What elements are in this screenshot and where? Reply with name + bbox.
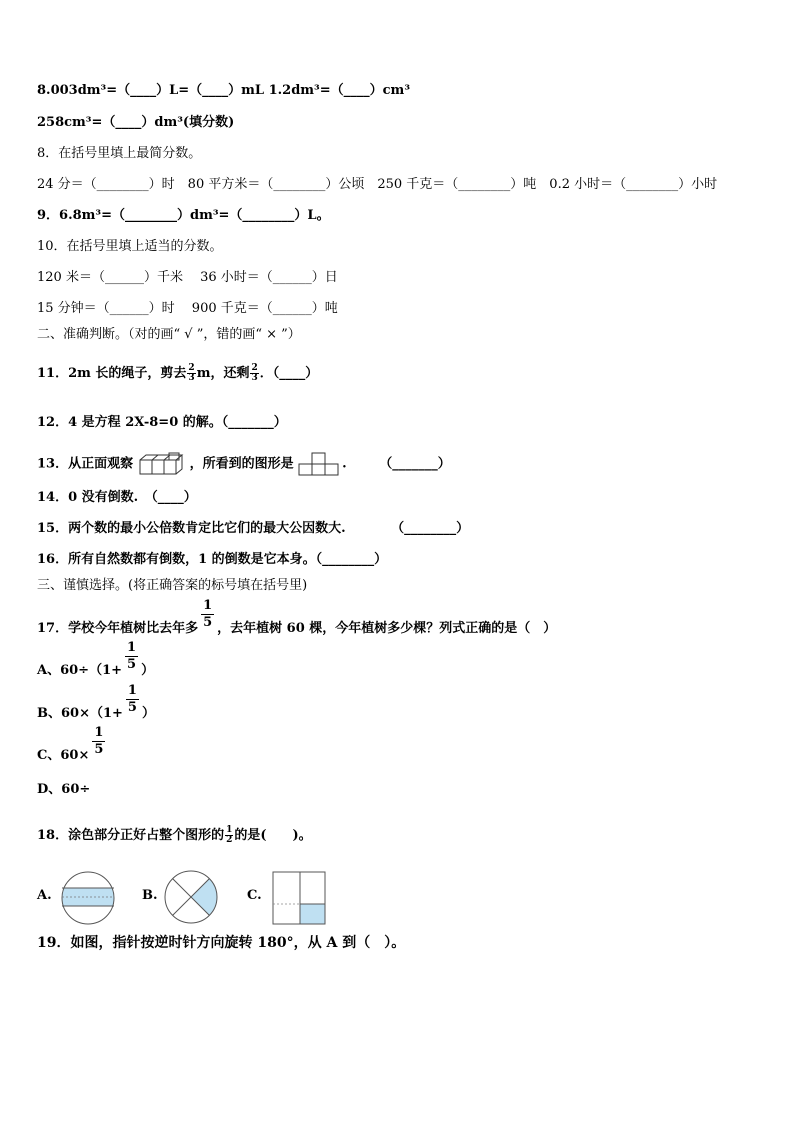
frac-den: 3 — [188, 373, 195, 383]
q11 — [37, 364, 318, 383]
q10-items-b: 15 分钟＝（______）时 900 千克＝（______）吨 — [37, 301, 338, 316]
q7-line2: 258cm³=（____）dm³(填分数) — [37, 115, 235, 130]
q13-text-post: . （_______） — [342, 456, 451, 472]
q11-text-mid: m，还剩 — [196, 366, 250, 381]
q8-items: 24 分＝（________）时 80 平方米＝（________）公顷 250 千克＝（________）吨 0.2 小时＝（________）小时 — [37, 177, 718, 192]
q18-options — [37, 868, 357, 928]
option-a-fraction — [125, 640, 138, 673]
q10-title: 10．在括号里填上适当的分数。 — [37, 239, 223, 254]
q14: 14．0 没有倒数. （____） — [37, 490, 197, 505]
q17-text-post: ，去年植树 60 棵，今年植树多少棵？列式正确的是（ ） — [217, 621, 557, 636]
q17-option-c — [37, 725, 108, 772]
q18-fraction — [225, 826, 233, 845]
frac-den: 5 — [127, 657, 137, 672]
option-c-fraction — [92, 725, 105, 758]
q9: 9．6.8m³=（________）dm³=（________）L。 — [37, 208, 330, 223]
q11-fraction-1 — [187, 364, 195, 383]
frac-den: 3 — [251, 373, 258, 383]
q19: 19．如图，指针按逆时针方向旋转 180°，从 A 到（ ）。 — [37, 935, 406, 951]
q11-fraction-2 — [250, 364, 258, 383]
q17 — [37, 598, 557, 645]
cube-stack-figure — [138, 452, 190, 476]
q8-title: 8．在括号里填上最简分数。 — [37, 146, 202, 161]
q17-fraction — [201, 598, 214, 631]
frac-den: 5 — [94, 742, 104, 757]
frac-den: 5 — [127, 700, 137, 715]
option-a-text: A、60÷（1+ — [37, 663, 123, 678]
frac-num: 1 — [226, 825, 233, 835]
q7-line1: 8.003dm³=（____）L=（____）mL 1.2dm³=（____）cm³ — [37, 83, 411, 98]
q13-text-pre: 13．从正面观察 — [37, 456, 134, 472]
front-view-figure — [298, 451, 342, 477]
q13-text-mid: ，所看到的图形是 — [189, 456, 294, 472]
circle-quarter-figure[interactable] — [162, 868, 220, 926]
q18-text-post: 的是( )。 — [234, 828, 312, 843]
option-b-fraction — [126, 683, 139, 716]
section-2-title: 二、准确判断。（对的画“ √ ”，错的画“ × ”） — [37, 327, 301, 342]
option-b-close: ） — [141, 706, 155, 721]
frac-num: 2 — [188, 363, 195, 373]
q17-text-pre: 17．学校今年植树比去年多 — [37, 621, 199, 636]
q10-items-a: 120 米＝（______）千米 36 小时＝（______）日 — [37, 270, 338, 285]
frac-num: 1 — [203, 598, 213, 613]
q18 — [37, 826, 312, 845]
q17-option-d: D、60÷ — [37, 782, 91, 797]
frac-num: 1 — [127, 640, 137, 655]
frac-den: 2 — [226, 835, 233, 845]
option-a-close: ） — [141, 663, 155, 678]
q13 — [37, 451, 451, 477]
q18-text-pre: 18．涂色部分正好占整个图形的 — [37, 828, 225, 843]
q18-option-b-label: B. — [142, 888, 158, 903]
frac-num: 1 — [94, 725, 104, 740]
q12: 12．4 是方程 2X-8=0 的解。（_______） — [37, 415, 287, 430]
circle-stripe-figure[interactable] — [59, 870, 117, 926]
q18-option-c-label: C. — [247, 888, 262, 903]
option-b-text: B、60×（1+ — [37, 706, 123, 721]
square-grid-figure[interactable] — [271, 870, 327, 926]
option-c-text: C、60× — [37, 748, 90, 763]
q11-text-post: ．（____） — [259, 366, 319, 381]
q18-option-a-label: A. — [37, 888, 52, 903]
q16: 16．所有自然数都有倒数，1 的倒数是它本身。（________） — [37, 552, 388, 567]
frac-num: 1 — [127, 683, 137, 698]
q15: 15．两个数的最小公倍数肯定比它们的最大公因数大. （________） — [37, 521, 470, 536]
frac-den: 5 — [203, 615, 213, 630]
q11-text-pre: 11．2m 长的绳子，剪去 — [37, 366, 187, 381]
frac-num: 2 — [251, 363, 258, 373]
section-3-title: 三、谨慎选择。(将正确答案的标号填在括号里) — [37, 578, 308, 593]
